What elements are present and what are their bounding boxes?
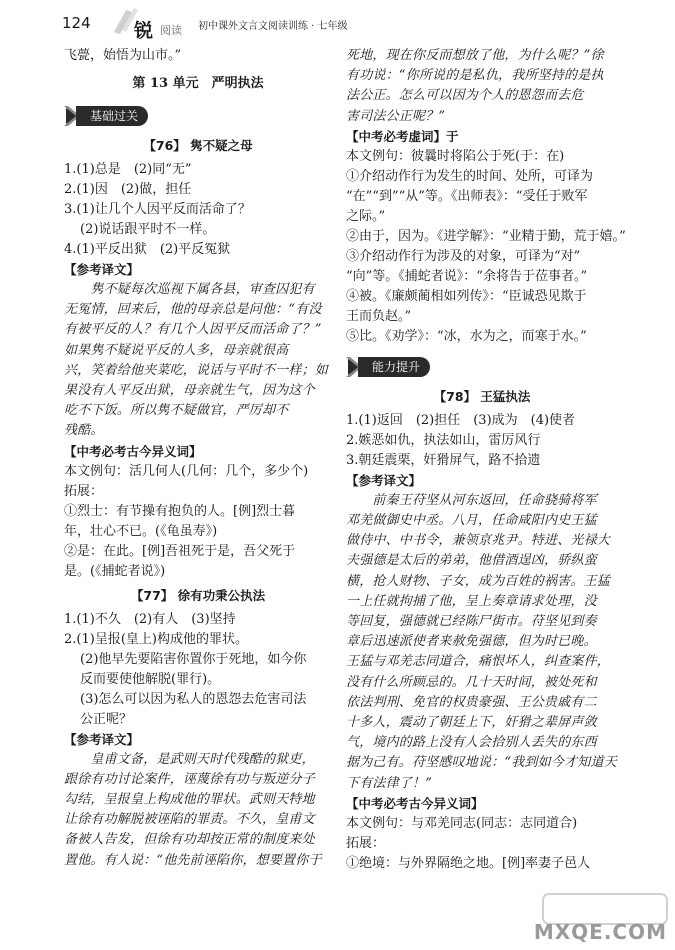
xuci-line: “在”“到”“从”等。《出师表》：“受任于败军	[346, 188, 588, 204]
translation-line: 有被平反的人？有几个人因平反而活命了？”	[64, 322, 322, 338]
vocab-line: 年，壮心不已。(《龟虽寿》)	[64, 523, 218, 539]
vocab-label: 【中考必考古今异义词】	[64, 443, 202, 459]
logo-char: 锐	[134, 20, 154, 42]
answer-line: 3.朝廷震栗，奸猾屏气，路不拾遗	[346, 452, 541, 468]
answer-line: 2.(1)呈报(皇上)构成他的罪状。	[64, 631, 248, 647]
answer-line: 1.(1)不久 (2)有人 (3)坚持	[64, 611, 236, 627]
translation-line: 等回复，强德就已经陈尸街市。苻坚见到奏	[346, 614, 597, 630]
translation-line: 王猛与邓羌志同道合，痛恨坏人，纠查案件，	[346, 654, 611, 670]
vocab-line: 是。(《捕蛇者说》)	[64, 563, 166, 579]
ref-label: 【参考译文】	[64, 731, 140, 747]
translation-line: 一上任就拘捕了他，呈上奏章请求处理，没	[346, 593, 597, 609]
section-tag-basic	[64, 104, 332, 128]
xuci-line: “向”等。《捕蛇者说》：“余将告于莅事者。”	[346, 268, 588, 284]
translation-line: 气，境内的路上没有人会拾别人丢失的东西	[346, 735, 597, 751]
answer-line: 2.(1)因 (2)做，担任	[64, 182, 192, 197]
translation-line: 下有法律了！”	[346, 775, 433, 791]
xuci-line: ①介绍动作行为发生的时间、处所，可译为	[346, 168, 594, 184]
translation-line: 勾结，呈报皇上构成他的罪状。武则天特地	[64, 792, 315, 808]
answer-line: (3)怎么可以因为私人的恩怨去危害司法	[80, 691, 307, 707]
vocab-line: 拓展：	[64, 483, 104, 499]
watermark-text: MXQE.COM	[533, 920, 667, 944]
xuci-line: 之际。”	[346, 208, 386, 224]
vocab-label: 【中考必考古今异义词】	[346, 795, 484, 811]
page-number: 124	[62, 14, 91, 32]
xuci-line: ④被。《廉颇蔺相如列传》：“臣诚恐见欺于	[346, 288, 587, 304]
vocab-line: 本文例句：活几何人(几何：几个，多少个)	[64, 463, 309, 479]
translation-line: 置他。有人说：“他先前诬陷你，想要置你于	[64, 852, 322, 868]
section-title-78: 【78】 王猛执法	[433, 388, 531, 404]
logo-sub: 阅读	[160, 24, 182, 37]
translation-line: 残酷。	[64, 423, 104, 439]
translation-line: 跟徐有功讨论案件，诬蔑徐有功与叛逆分子	[64, 771, 315, 787]
answer-line: 公正呢？	[80, 711, 133, 727]
translation-line: 章后迅速派使者来赦免强德，但为时已晚。	[346, 634, 597, 650]
series-title: 初中课外文言文阅读训练 · 七年级	[198, 21, 348, 32]
section-title-76: 【76】 隽不疑之母	[143, 138, 253, 153]
answer-line: 3.(1)让几个人因平反而活命了？	[64, 202, 251, 217]
translation-line: 据为己有。苻坚感叹地说：“我到如今才知道天	[346, 755, 617, 771]
translation-line: 邓羌做御史中丞。八月，任命咸阳内史王猛	[346, 513, 597, 529]
translation-line: 果没有人平反出狱，母亲就生气，因为这个	[64, 383, 315, 399]
section-title-77: 【77】 徐有功秉公执法	[130, 587, 266, 603]
translation-line: 横，抢人财物、子女，成为百姓的祸害。王猛	[346, 573, 611, 589]
translation-line: 十多人，震动了朝廷上下，奸猾之辈屏声敛	[346, 715, 597, 731]
xuci-line: 王而负赵。”	[346, 308, 412, 324]
section-tag-advanced	[346, 355, 618, 379]
tag-label: 基础过关	[76, 106, 148, 126]
text-line: 飞甍，始悟为山市。”	[64, 48, 182, 63]
ref-label: 【参考译文】	[346, 472, 422, 488]
left-column	[64, 46, 332, 871]
translation-line: 夫强德是太后的弟弟，他借酒逞凶，骄纵蛮	[346, 553, 597, 569]
translation-line: 死地，现在你反而想放了他，为什么呢？”徐	[346, 48, 604, 63]
translation-line: 皇甫文备，是武则天时代残酷的狱吏，	[64, 751, 315, 767]
xuci-line: ⑤比。《劝学》：“冰，水为之，而寒于水。”	[346, 328, 587, 344]
xuci-label: 【中考必考虚词】于	[346, 128, 459, 144]
right-column	[346, 46, 626, 874]
page-header	[0, 0, 675, 40]
translation-line: 让徐有功解脱被诬陷的罪责。不久，皇甫文	[64, 812, 315, 828]
translation-line: 害司法公正呢？”	[346, 108, 446, 124]
vocab-line: ①绝境：与外界隔绝之地。[例]率妻子邑人	[346, 855, 591, 871]
tag-label: 能力提升	[358, 357, 430, 377]
answer-line: 反而要使他解脱(罪行)。	[80, 671, 221, 687]
brand-logo	[112, 6, 190, 42]
answer-line: 4.(1)平反出狱 (2)平反冤狱	[64, 242, 231, 257]
translation-line: 有功说：“你所说的是私仇，我所坚持的是执	[346, 68, 604, 84]
answer-line: 1.(1)返回 (2)担任 (3)成为 (4)使者	[346, 412, 576, 428]
translation-line: 无冤情，回来后，他的母亲总是问他：“有没	[64, 302, 322, 318]
translation-line: 没有什么所顾忌的。几十天时间，被处死和	[346, 674, 597, 690]
answer-line: (2)他早先要陷害你置你于死地，如今你	[80, 651, 307, 667]
translation-line: 做侍中、中书令，兼领京兆尹。特进、光禄大	[346, 533, 611, 549]
vocab-line: ②是：在此。[例]吾祖死于是，吾父死于	[64, 543, 296, 559]
vocab-line: 本文例句：与邓羌同志(同志：志同道合)	[346, 815, 578, 831]
translation-line: 兴，笑着给他夹菜吃，说话与平时不一样；如	[64, 362, 329, 378]
translation-line: 法公正。怎么可以因为个人的恩怨而去危	[346, 88, 584, 104]
translation-line: 依法判刑、免官的权贵豪强、王公贵戚有二	[346, 694, 597, 710]
xuci-line: ③介绍动作行为涉及的对象，可译为“对”	[346, 248, 581, 264]
translation-line: 隽不疑每次巡视下属各县，审查囚犯有	[64, 282, 315, 297]
xuci-line: ②由于，因为。《进学解》：“业精于勤，荒于嬉。”	[346, 228, 626, 244]
xuci-line: 本文例句：彼曩时将陷公于死(于：在)	[346, 148, 565, 164]
vocab-line: ①烈士：有节操有抱负的人。[例]烈士暮	[64, 503, 296, 519]
translation-line: 备被人告发，但徐有功却按正常的制度来处	[64, 832, 315, 848]
answer-line: 2.嫉恶如仇，执法如山，雷厉风行	[346, 432, 541, 448]
translation-line: 前秦王苻坚从河东返回，任命骁骑将军	[346, 492, 597, 508]
answer-line: 1.(1)总是 (2)同“无”	[64, 162, 192, 177]
unit-title: 第 13 单元 严明执法	[132, 76, 264, 91]
answer-line: (2)说话跟平时不一样。	[80, 222, 216, 237]
ref-label: 【参考译文】	[64, 262, 140, 277]
translation-line: 如果隽不疑说平反的人多，母亲就很高	[64, 342, 289, 358]
translation-line: 吃不下饭。所以隽不疑做官，严厉却不	[64, 403, 289, 419]
vocab-line: 拓展：	[346, 835, 386, 851]
